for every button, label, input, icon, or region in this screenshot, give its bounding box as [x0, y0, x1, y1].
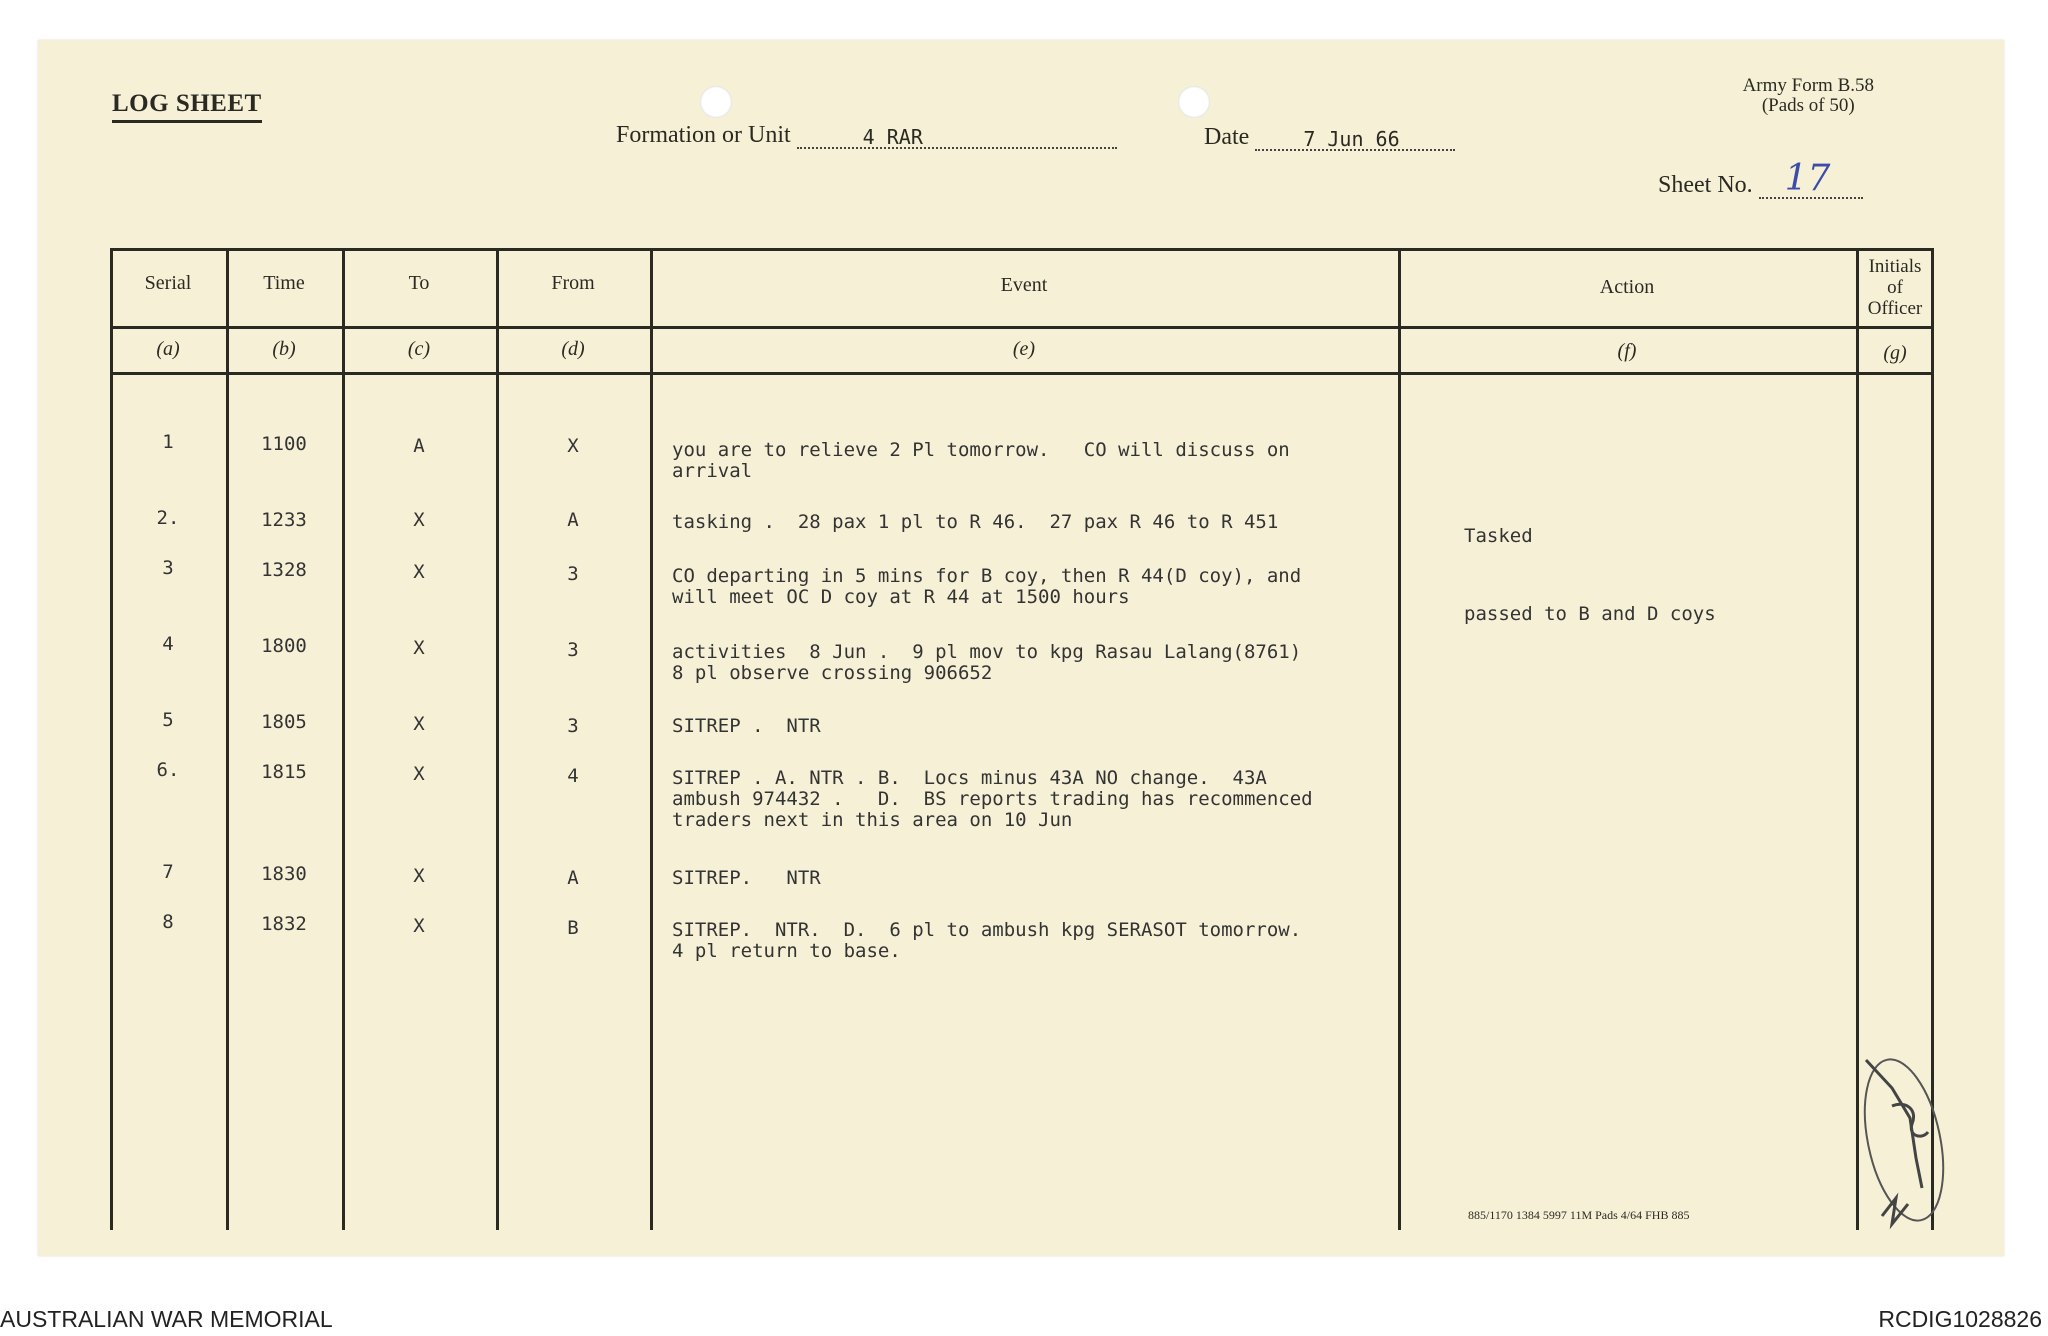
sheet-number-value: 17 — [1784, 158, 1831, 199]
serial-cell: 3 — [162, 557, 174, 579]
from-cell: A — [567, 509, 579, 531]
time-cell: 1830 — [261, 863, 307, 885]
event-cell: SITREP. NTR — [672, 867, 821, 889]
printer-code: 885/1170 1384 5997 11M Pads 4/64 FHB 885 — [1468, 1208, 1690, 1222]
column-letter-e: (e) — [1012, 338, 1036, 360]
form-number: Army Form B.58 — [1742, 75, 1874, 96]
to-cell: X — [413, 865, 425, 887]
column-letter-f: (f) — [1617, 340, 1637, 362]
to-cell: X — [413, 713, 425, 735]
serial-cell: 1 — [162, 431, 174, 453]
column-header-from: From — [551, 272, 595, 294]
serial-cell: 7 — [162, 861, 174, 883]
formation-value: 4 RAR — [862, 125, 923, 149]
column-header-initials: Initials of Officer — [1867, 256, 1923, 319]
event-cell: CO departing in 5 mins for B coy, then R 44(D coy), and will meet OC D coy at R 44 at 1500 hours — [672, 565, 1302, 608]
formation-label: Formation or Unit — [616, 122, 791, 148]
footer-right-id: RCDIG1028826 — [1878, 1306, 2042, 1332]
to-cell: X — [413, 637, 425, 659]
date-value: 7 Jun 66 — [1303, 127, 1400, 151]
serial-cell: 6. — [156, 759, 180, 781]
column-letter-g: (g) — [1883, 342, 1907, 364]
from-cell: 3 — [567, 715, 579, 737]
event-cell: activities 8 Jun . 9 pl mov to kpg Rasau Lalang(8761) 8 pl observe crossing 906652 — [672, 641, 1302, 684]
column-header-time: Time — [263, 272, 305, 294]
time-cell: 1800 — [261, 635, 307, 657]
to-cell: X — [413, 561, 425, 583]
table-rule — [110, 372, 1934, 375]
to-cell: X — [413, 509, 425, 531]
table-rule — [496, 248, 499, 1230]
formation-field — [616, 122, 1117, 149]
sheet-number-field — [1658, 158, 1863, 199]
log-sheet-paper — [38, 40, 2004, 1256]
time-cell: 1805 — [261, 711, 307, 733]
from-cell: A — [567, 867, 579, 889]
table-rule — [226, 248, 229, 1230]
event-cell: tasking . 28 pax 1 pl to R 46. 27 pax R 46 to R 451 — [672, 511, 1279, 533]
table-rule — [110, 248, 1934, 251]
log-table — [110, 248, 1934, 1230]
to-cell: X — [413, 915, 425, 937]
table-rule — [110, 326, 1934, 329]
footer-left-credit: AUSTRALIAN WAR MEMORIAL — [0, 1306, 333, 1332]
action-cell: passed to B and D coys — [1464, 603, 1716, 625]
sheet-number-label: Sheet No. — [1658, 172, 1753, 198]
column-header-event: Event — [1000, 274, 1048, 296]
column-letter-d: (d) — [561, 338, 585, 360]
column-letter-b: (b) — [272, 338, 296, 360]
column-letter-a: (a) — [156, 338, 180, 360]
table-rule — [1398, 248, 1401, 1230]
event-cell: SITREP . A. NTR . B. Locs minus 43A NO change. 43A ambush 974432 . D. BS reports trading has recommenced traders next in this area on 10 Jun — [672, 767, 1313, 831]
event-cell: SITREP. NTR. D. 6 pl to ambush kpg SERASOT tomorrow. 4 pl return to base. — [672, 919, 1302, 962]
event-cell: SITREP . NTR — [672, 715, 821, 737]
from-cell: X — [567, 435, 579, 457]
to-cell: X — [413, 763, 425, 785]
form-pads: (Pads of 50) — [1761, 95, 1855, 116]
serial-cell: 2. — [156, 507, 180, 529]
time-cell: 1328 — [261, 559, 307, 581]
handwritten-initials-mark — [1852, 1048, 1962, 1238]
column-header-serial: Serial — [144, 272, 192, 294]
column-header-action: Action — [1599, 276, 1655, 298]
from-cell: 3 — [567, 639, 579, 661]
from-cell: 4 — [567, 765, 579, 787]
army-form-id — [1743, 76, 1874, 116]
punch-hole — [1178, 86, 1210, 118]
date-field — [1204, 124, 1455, 151]
serial-cell: 4 — [162, 633, 174, 655]
from-cell: 3 — [567, 563, 579, 585]
punch-hole — [700, 86, 732, 118]
time-cell: 1815 — [261, 761, 307, 783]
table-rule — [110, 248, 113, 1230]
to-cell: A — [413, 435, 425, 457]
serial-cell: 5 — [162, 709, 174, 731]
time-cell: 1832 — [261, 913, 307, 935]
column-header-to: To — [408, 272, 430, 294]
action-cell: Tasked — [1464, 525, 1533, 547]
column-letter-c: (c) — [407, 338, 431, 360]
log-sheet-title: LOG SHEET — [112, 90, 262, 123]
table-rule — [342, 248, 345, 1230]
event-cell: you are to relieve 2 Pl tomorrow. CO will discuss on arrival — [672, 439, 1290, 482]
time-cell: 1100 — [261, 433, 307, 455]
table-rule — [650, 248, 653, 1230]
serial-cell: 8 — [162, 911, 174, 933]
time-cell: 1233 — [261, 509, 307, 531]
from-cell: B — [567, 917, 579, 939]
date-label: Date — [1204, 124, 1250, 150]
